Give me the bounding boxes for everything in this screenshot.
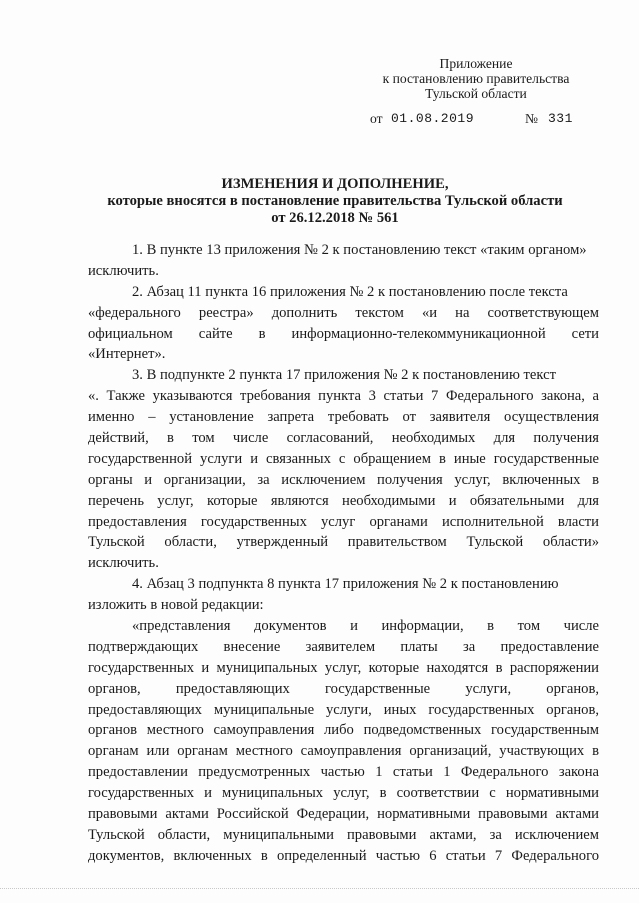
body-line: исключить.: [88, 262, 159, 279]
appendix-block: [366, 56, 586, 101]
title-line-2: которые вносятся в постановление правительства Тульской области: [107, 193, 563, 209]
body-line: 3. В подпункте 2 пункта 17 приложения № 2 к постановлению текст: [132, 367, 556, 384]
title-line-3: от 26.12.2018 № 561: [271, 210, 399, 226]
scan-edge-marks: [0, 888, 639, 893]
body-line: 1. В пункте 13 приложения № 2 к постановлению текст «таким органом»: [132, 242, 587, 258]
body-line: 4. Абзац 3 подпункта 8 пункта 17 приложения № 2 к постановлению: [132, 576, 559, 593]
body-line: органов местного самоуправления либо подведомственных государственным: [88, 722, 599, 739]
body-line: Тульской области, утвержденный правительством Тульской области»: [88, 534, 599, 551]
body-line: 2. Абзац 11 пункта 16 приложения № 2 к постановлению после текста: [132, 283, 568, 300]
document-date: 01.08.2019: [391, 111, 475, 126]
body-line: органам или органам местного самоуправления организаций, участвующих в: [88, 743, 599, 760]
body-line: предоставлении предусмотренных частью 1 статьи 1 Федерального закона: [88, 764, 599, 781]
title-line-1: ИЗМЕНЕНИЯ И ДОПОЛНЕНИЕ,: [221, 176, 449, 192]
appendix-line: к постановлению правительства: [382, 71, 570, 86]
document-title: [80, 176, 590, 227]
body-line: предоставляющих муниципальные услуги, иных государственных органов,: [88, 701, 599, 718]
body-line: перечень услуг, которые являются необходимыми и обязательными для: [88, 492, 599, 509]
number-prefix: №: [525, 111, 538, 126]
appendix-line: Тульской области: [425, 86, 527, 101]
date-prefix: от: [370, 111, 383, 126]
body-line: предоставления государственных услуг органами исполнительной власти: [88, 513, 599, 530]
body-line: органов, предоставляющих государственные услуги, органов,: [88, 680, 599, 697]
body-line: подтверждающих внесение заявителем платы за предоставление: [88, 638, 599, 655]
body-line: документов, включенных в определенный частью 6 статьи 7 Федерального: [88, 847, 599, 864]
body-line: «Интернет».: [88, 346, 166, 363]
appendix-line: Приложение: [439, 56, 513, 71]
body-line: органы и организации, за исключением получения услуг, включенных в: [88, 471, 599, 488]
body-line: «представления документов и информации, в том числе: [132, 618, 599, 635]
body-line: именно – установление запрета требовать от заявителя осуществления: [88, 409, 599, 426]
body-line: исключить.: [88, 555, 159, 572]
document-number: 331: [548, 111, 573, 126]
body-line: официальном сайте в информационно-телекоммуникационной сети: [88, 325, 599, 342]
body-line: действий, в том числе согласований, необходимых для получения: [88, 430, 599, 447]
body-line: государственных и муниципальных услуг, в соответствии с нормативными: [88, 785, 599, 802]
body-line: «федерального реестра» дополнить текстом «и на соответствующем: [88, 304, 599, 321]
body-line: «. Также указываются требования пункта 3 статьи 7 Федерального закона, а: [88, 388, 599, 405]
body-line: государственной услуги и связанных с обращением в иные государственные: [88, 450, 599, 467]
date-number-line: [0, 111, 639, 129]
body-line: государственных и муниципальных услуг, которые находятся в распоряжении: [88, 659, 599, 676]
body-line: изложить в новой редакции:: [88, 597, 264, 614]
body-line: правовыми актами Российской Федерации, нормативными правовыми актами: [88, 806, 599, 823]
document-body: [88, 240, 599, 867]
body-line: Тульской области, муниципальными правовыми актами, за исключением: [88, 826, 599, 843]
